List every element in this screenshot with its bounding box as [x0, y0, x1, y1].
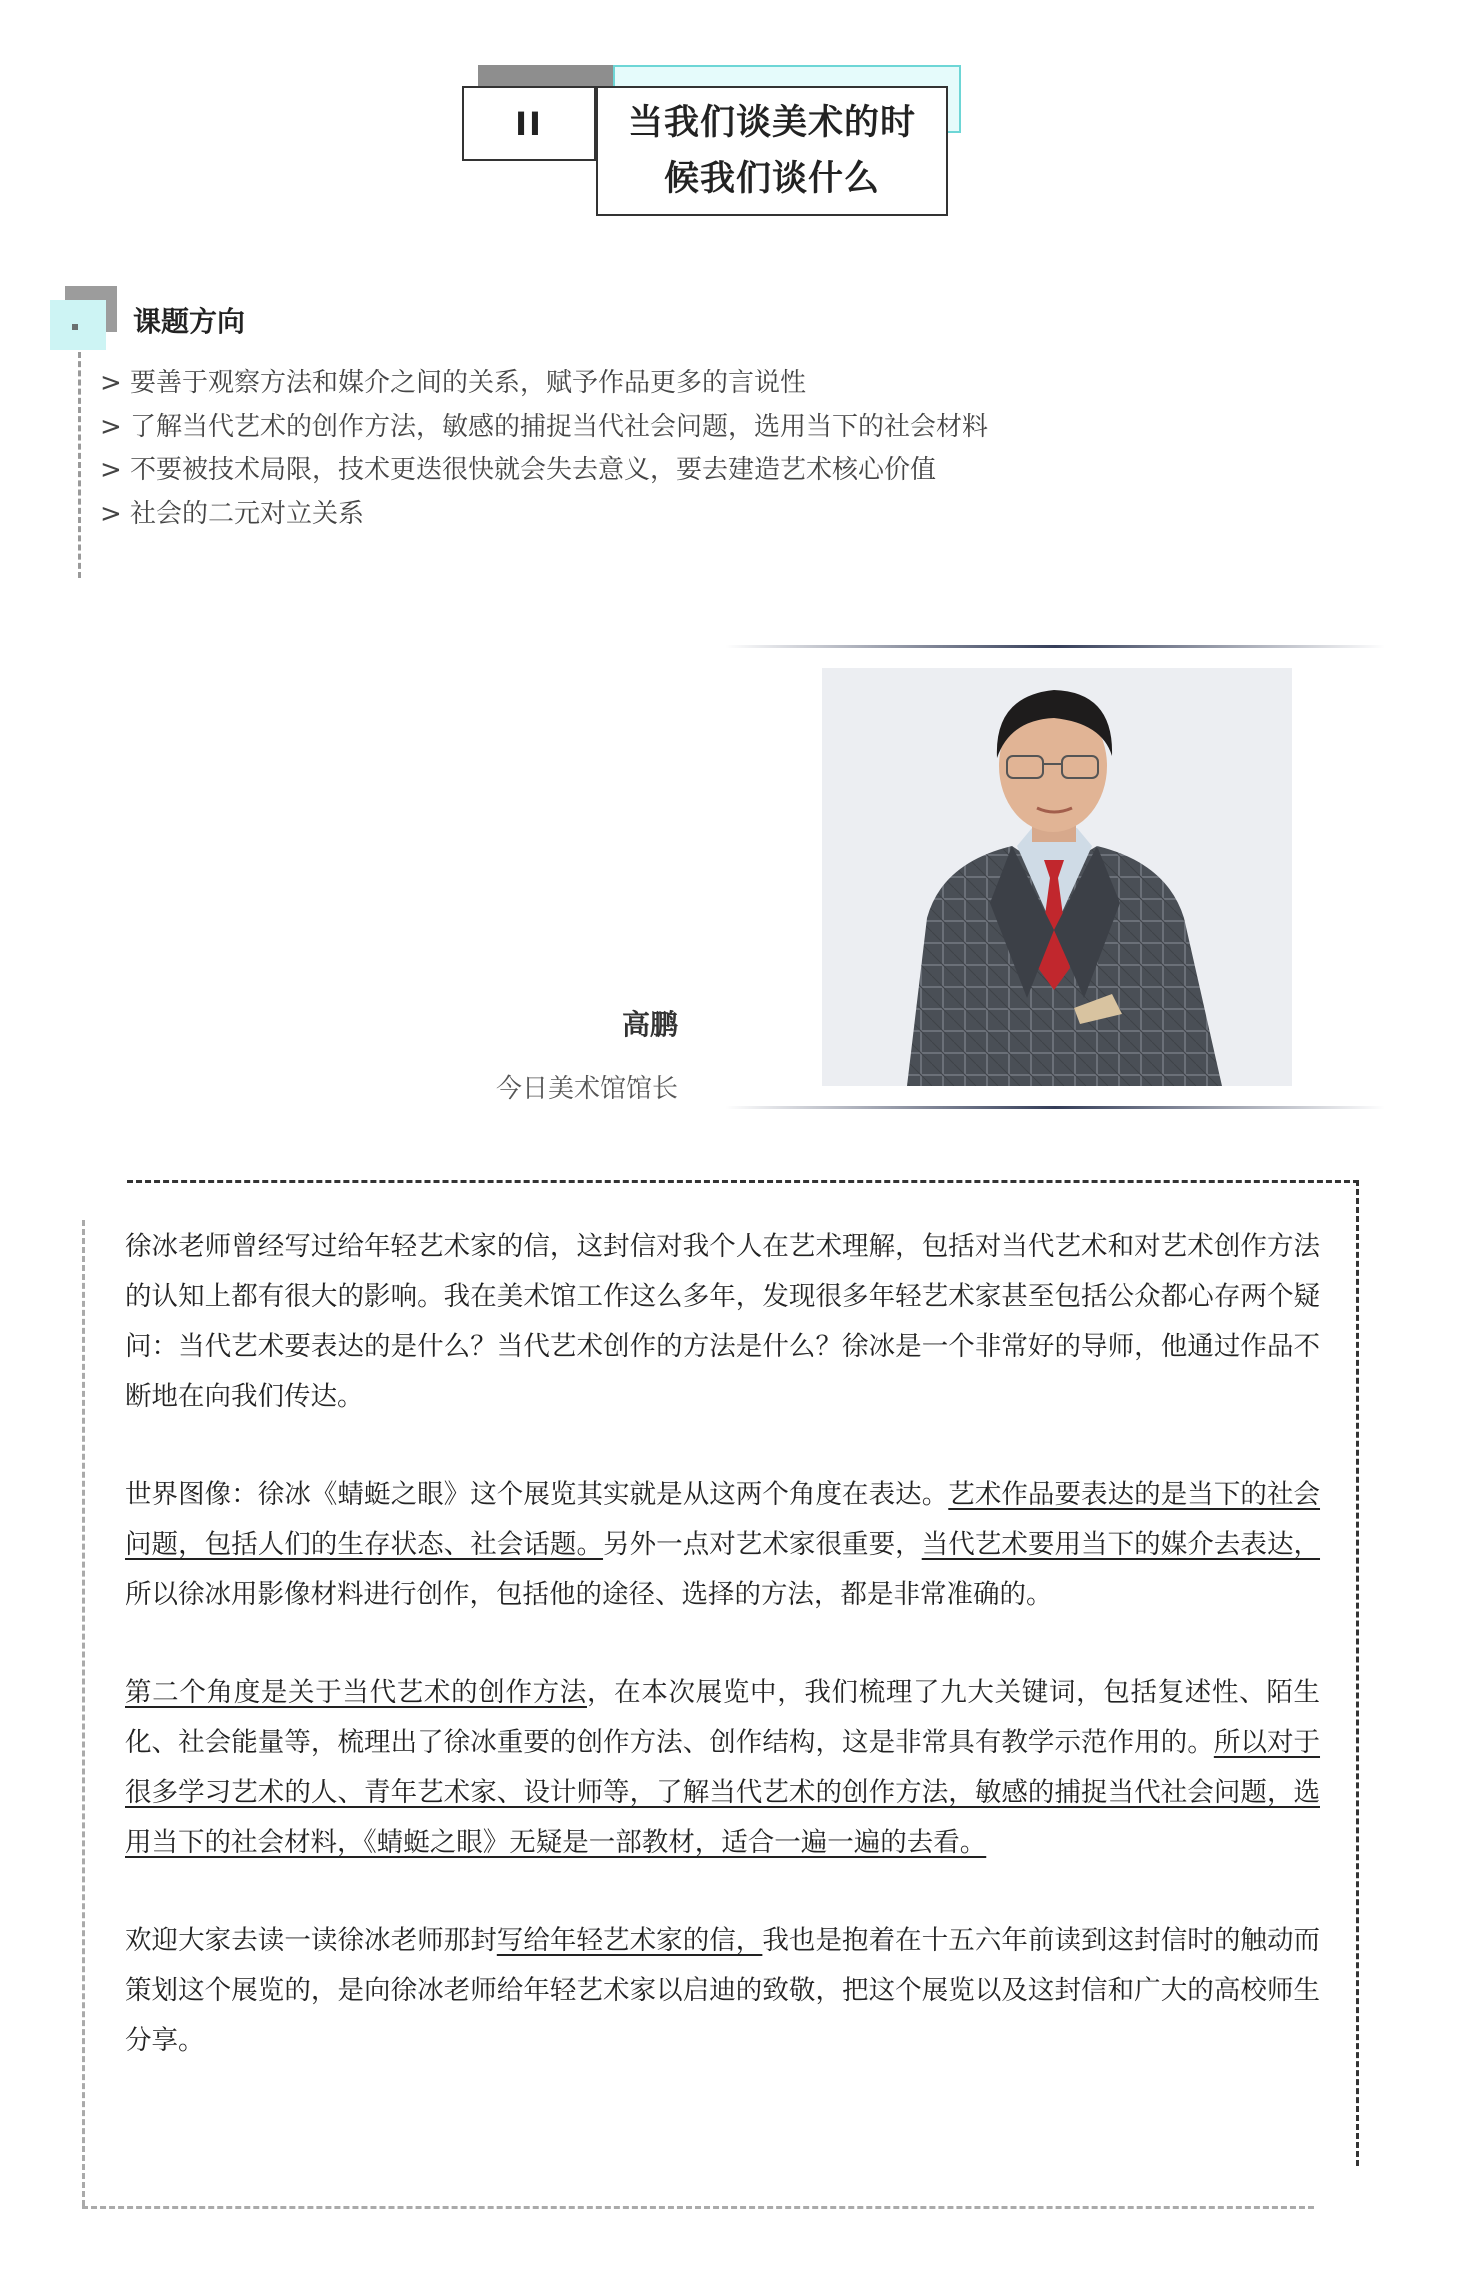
topic-list — [100, 362, 988, 536]
section-number-box — [462, 86, 596, 161]
article-paragraph — [125, 1916, 1320, 2066]
portrait-photo — [822, 668, 1292, 1086]
section-header — [0, 0, 1480, 230]
section-number: II — [515, 104, 543, 143]
article-frame-left — [82, 1220, 85, 2206]
list-item — [100, 362, 988, 406]
topic-dashed-guide — [78, 352, 81, 578]
article-frame-bottom — [82, 2206, 1314, 2209]
list-item — [100, 406, 988, 450]
divider-line — [725, 1106, 1385, 1109]
list-item-text: 了解当代艺术的创作方法，敏感的捕捉当代社会问题，选用当下的社会材料 — [130, 411, 989, 442]
chevron-right-icon: > — [100, 368, 122, 398]
section-title-box — [596, 86, 948, 216]
underlined-text: 第二个角度是关于当代艺术的创作方法 — [125, 1677, 587, 1708]
paragraph-text: 世界图像：徐冰《蜻蜓之眼》这个展览其实就是从这两个角度在表达。 — [125, 1479, 949, 1510]
topic-heading: 课题方向 — [133, 305, 246, 338]
section-title: 当我们谈美术的时候我们谈什么 — [627, 103, 916, 199]
underlined-text: 写给年轻艺术家的信， — [496, 1925, 763, 1956]
cube-icon-dot — [72, 324, 78, 330]
list-item — [100, 493, 988, 537]
divider-line — [725, 645, 1385, 648]
article-paragraph — [125, 1668, 1320, 1868]
paragraph-text: 欢迎大家去读一读徐冰老师那封 — [125, 1925, 497, 1956]
list-item-text: 要善于观察方法和媒介之间的关系，赋予作品更多的言说性 — [130, 368, 807, 398]
chevron-right-icon: > — [100, 411, 122, 442]
article-paragraph — [125, 1470, 1320, 1620]
article-body — [125, 1222, 1320, 2066]
person-title: 今日美术馆馆长 — [495, 1074, 678, 1104]
list-item-text: 社会的二元对立关系 — [130, 498, 365, 529]
chevron-right-icon: > — [100, 498, 122, 529]
paragraph-text: 我也是抱着在十五六年前读到这封信时的触动而策划这个展览的，是向徐冰老师给年轻艺术家以启迪的致敬，把这个展览以及这封信和广大的高校师生分享。 — [125, 1925, 1321, 2056]
cube-icon — [50, 300, 106, 350]
person-name: 高鹏 — [621, 1008, 678, 1041]
underlined-text: 艺术作品要表达的是当下的社会问题，包括人们的生存状态、社会话题。 — [125, 1479, 1321, 1560]
article-paragraph: 徐冰老师曾经写过给年轻艺术家的信，这封信对我个人在艺术理解，包括对当代艺术和对艺术创作方法的认知上都有很大的影响。我在美术馆工作这么多年，发现很多年轻艺术家甚至包括公众都心存两个疑问：当代艺术要表达的是什么？当代艺术创作的方法是什么？徐冰是一个非常好的导师，他通过作品不断地在向我们传达。 — [125, 1231, 1320, 1412]
paragraph-text: 另外一点对艺术家很重要， — [603, 1529, 922, 1560]
list-item — [100, 449, 988, 493]
chevron-right-icon: > — [100, 455, 122, 485]
header-decor-gray — [478, 65, 613, 87]
portrait-illustration — [822, 668, 1292, 1086]
paragraph-text: 所以徐冰用影像材料进行创作，包括他的途径、选择的方法，都是非常准确的。 — [125, 1579, 1053, 1610]
underlined-text: 当代艺术要用当下的媒介去表达， — [921, 1529, 1321, 1560]
list-item-text: 不要被技术局限，技术更迭很快就会失去意义，要去建造艺术核心价值 — [130, 455, 937, 485]
underlined-text: 所以对于很多学习艺术的人、青年艺术家、设计师等，了解当代艺术的创作方法，敏感的捕捉当代社会问题，选用当下的社会材料，《蜻蜓之眼》无疑是一部教材，适合一遍一遍的去看。 — [125, 1727, 1321, 1858]
paragraph-text: ，在本次展览中，我们梳理了九大关键词，包括复述性、陌生化、社会能量等，梳理出了徐冰重要的创作方法、创作结构，这是非常具有教学示范作用的。 — [125, 1677, 1321, 1758]
